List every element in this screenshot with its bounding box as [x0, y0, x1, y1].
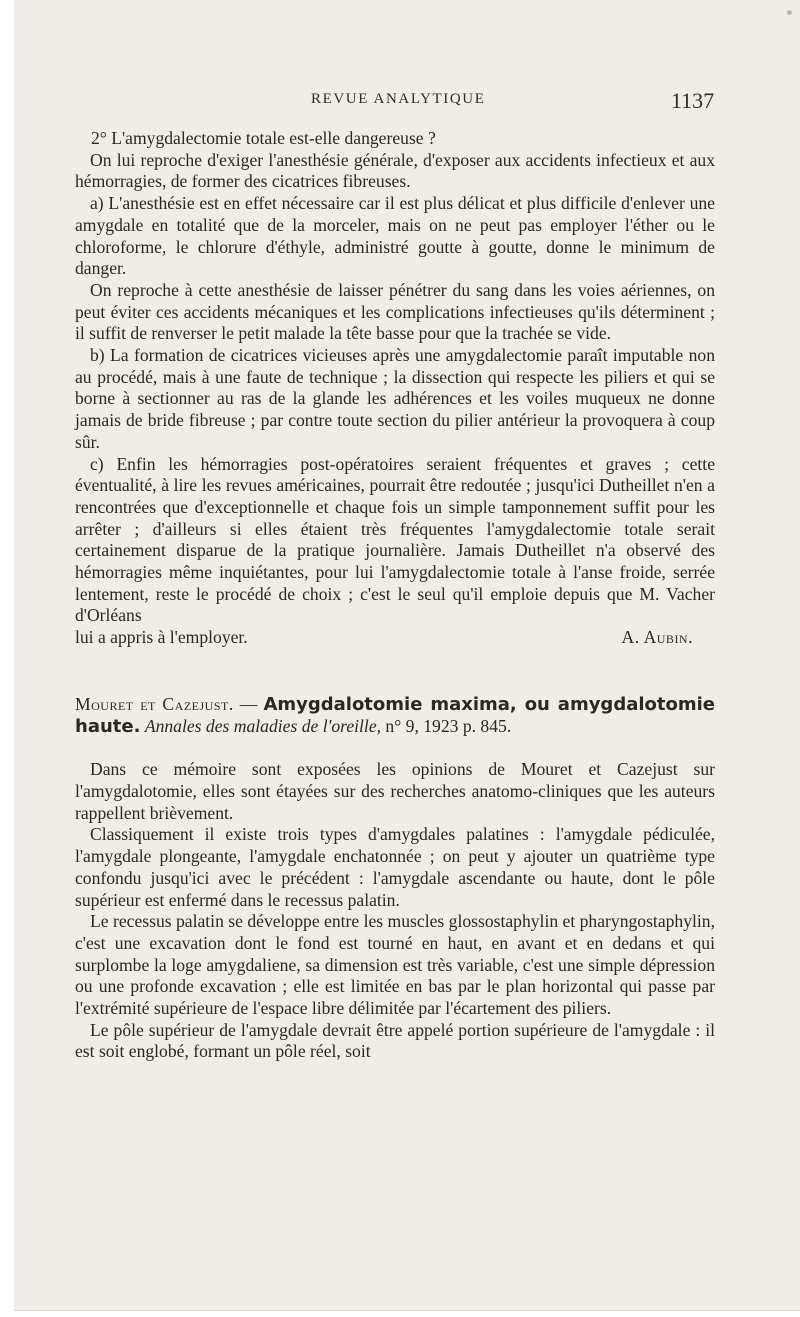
reference-dash: —	[233, 693, 264, 714]
paragraph-tonsil-types: Classiquement il existe trois types d'amygdales palatines : l'amygdale pédiculée, l'amygdale plongeante, l'amygdale enchatonnée ; on peut y ajouter un quatrième type confondu jusqu'ici avec le précédent : l'amygdale ascendante ou haute, dont le pôle supérieur est enfermé dans le recessus palatin.	[75, 824, 715, 910]
running-title: REVUE ANALYTIQUE	[311, 91, 486, 107]
paragraph-c-hemorrhage: c) Enfin les hémorragies post-opératoires seraient fréquentes et graves ; cette éventualité, à lire les revues américaines, pourrait être redoutée ; jusqu'ici Dutheillet n'en a rencontrées que d'exceptionnelle et chaque fois un simple tamponnement suffit pour les arrêter ; d'ailleurs si elles étaient très fréquentes l'amygdalectomie totale serait certainement disparue de la pratique journalière. Jamais Dutheillet n'a observé des hémorragies même inquiétantes, pour lui l'amygdalectomie totale à l'anse froide, serrée lentement, reste le procédé de choix ; c'est le seul qu'il emploie depuis que M. Vacher d'Orléans	[75, 453, 715, 626]
reference-journal: Annales des maladies de l'oreille,	[144, 715, 382, 736]
paragraph-recessus-palatin: Le recessus palatin se développe entre les muscles glossostaphylin et pharyngostaphylin, c'est une excavation dont le fond est tourné en haut, en avant et en dedans et qui surplombe la loge amygdaliene, sa dimension est très variable, c'est une simple dépression ou une profonde excavation ; elle est limitée en bas par le plan horizontal qui passe par l'extrémité supérieure de l'espace libre délimitée par l'écartement des piliers.	[75, 911, 715, 1019]
paragraph-blood-airways: On reproche à cette anesthésie de laisser pénétrer du sang dans les voies aériennes, on peut éviter ces accidents mécaniques et les complications infectieuses qu'ils déterminent ; il suffit de renverser le petit malade la tête basse pour que la trachée se vide.	[75, 279, 715, 344]
signature-line	[75, 627, 715, 649]
paper-speck	[787, 10, 792, 15]
paragraph-c-last-line: lui a appris à l'employer.	[75, 627, 248, 648]
page-number: 1137	[671, 88, 715, 113]
paragraph-memoir-intro: Dans ce mémoire sont exposées les opinions de Mouret et Cazejust sur l'amygdalotomie, elles sont étayées sur des recherches anatomo-cliniques que les auteurs rappellent brièvement.	[75, 759, 715, 823]
reference-title: Amygdalotomie maxima, ou amygdalotomie haute.	[75, 693, 715, 737]
paragraph-intro: On lui reproche d'exiger l'anesthésie générale, d'exposer aux accidents infectieux et aux hémorragies, de former des cicatrices fibreuses.	[75, 149, 715, 192]
section-spacer	[75, 649, 715, 694]
paragraph-upper-pole: Le pôle supérieur de l'amygdale devrait être appelé portion supérieure de l'amygdale : il est soit englobé, formant un pôle réel, soit	[75, 1019, 715, 1062]
paragraph-b-scars: b) La formation de cicatrices vicieuses après une amygdalectomie paraît imputable non au procédé, mais à une faute de technique ; la dissection qui respecte les piliers et qui se borne à sectionner au ras de la glande les adhérences et les voiles muqueux ne donne jamais de bride fibreuse ; par contre toute section du pilier antérieur la provoquera à coup sûr.	[75, 345, 715, 452]
reference-spacer	[75, 737, 715, 759]
page-header	[14, 89, 800, 115]
author-signature: A. Aubin.	[621, 627, 693, 648]
reference-authors: Mouret et Cazejust.	[75, 693, 234, 714]
section-question: 2° L'amygdalectomie totale est-elle dangereuse ?	[91, 128, 436, 148]
page-body	[75, 128, 715, 1063]
bibliographic-reference	[75, 694, 715, 737]
reference-issue: n° 9, 1923 p. 845.	[381, 715, 512, 736]
book-page	[14, 0, 800, 1311]
paragraph-a-anesthesia: a) L'anesthésie est en effet nécessaire car il est plus délicat et plus difficile d'enlever une amygdale en totalité que de la morceler, mais on ne peut pas employer l'éther ou le chloroforme, le chlorure d'éthyle, administré goutte à goutte, donne le minimum de danger.	[75, 193, 715, 279]
